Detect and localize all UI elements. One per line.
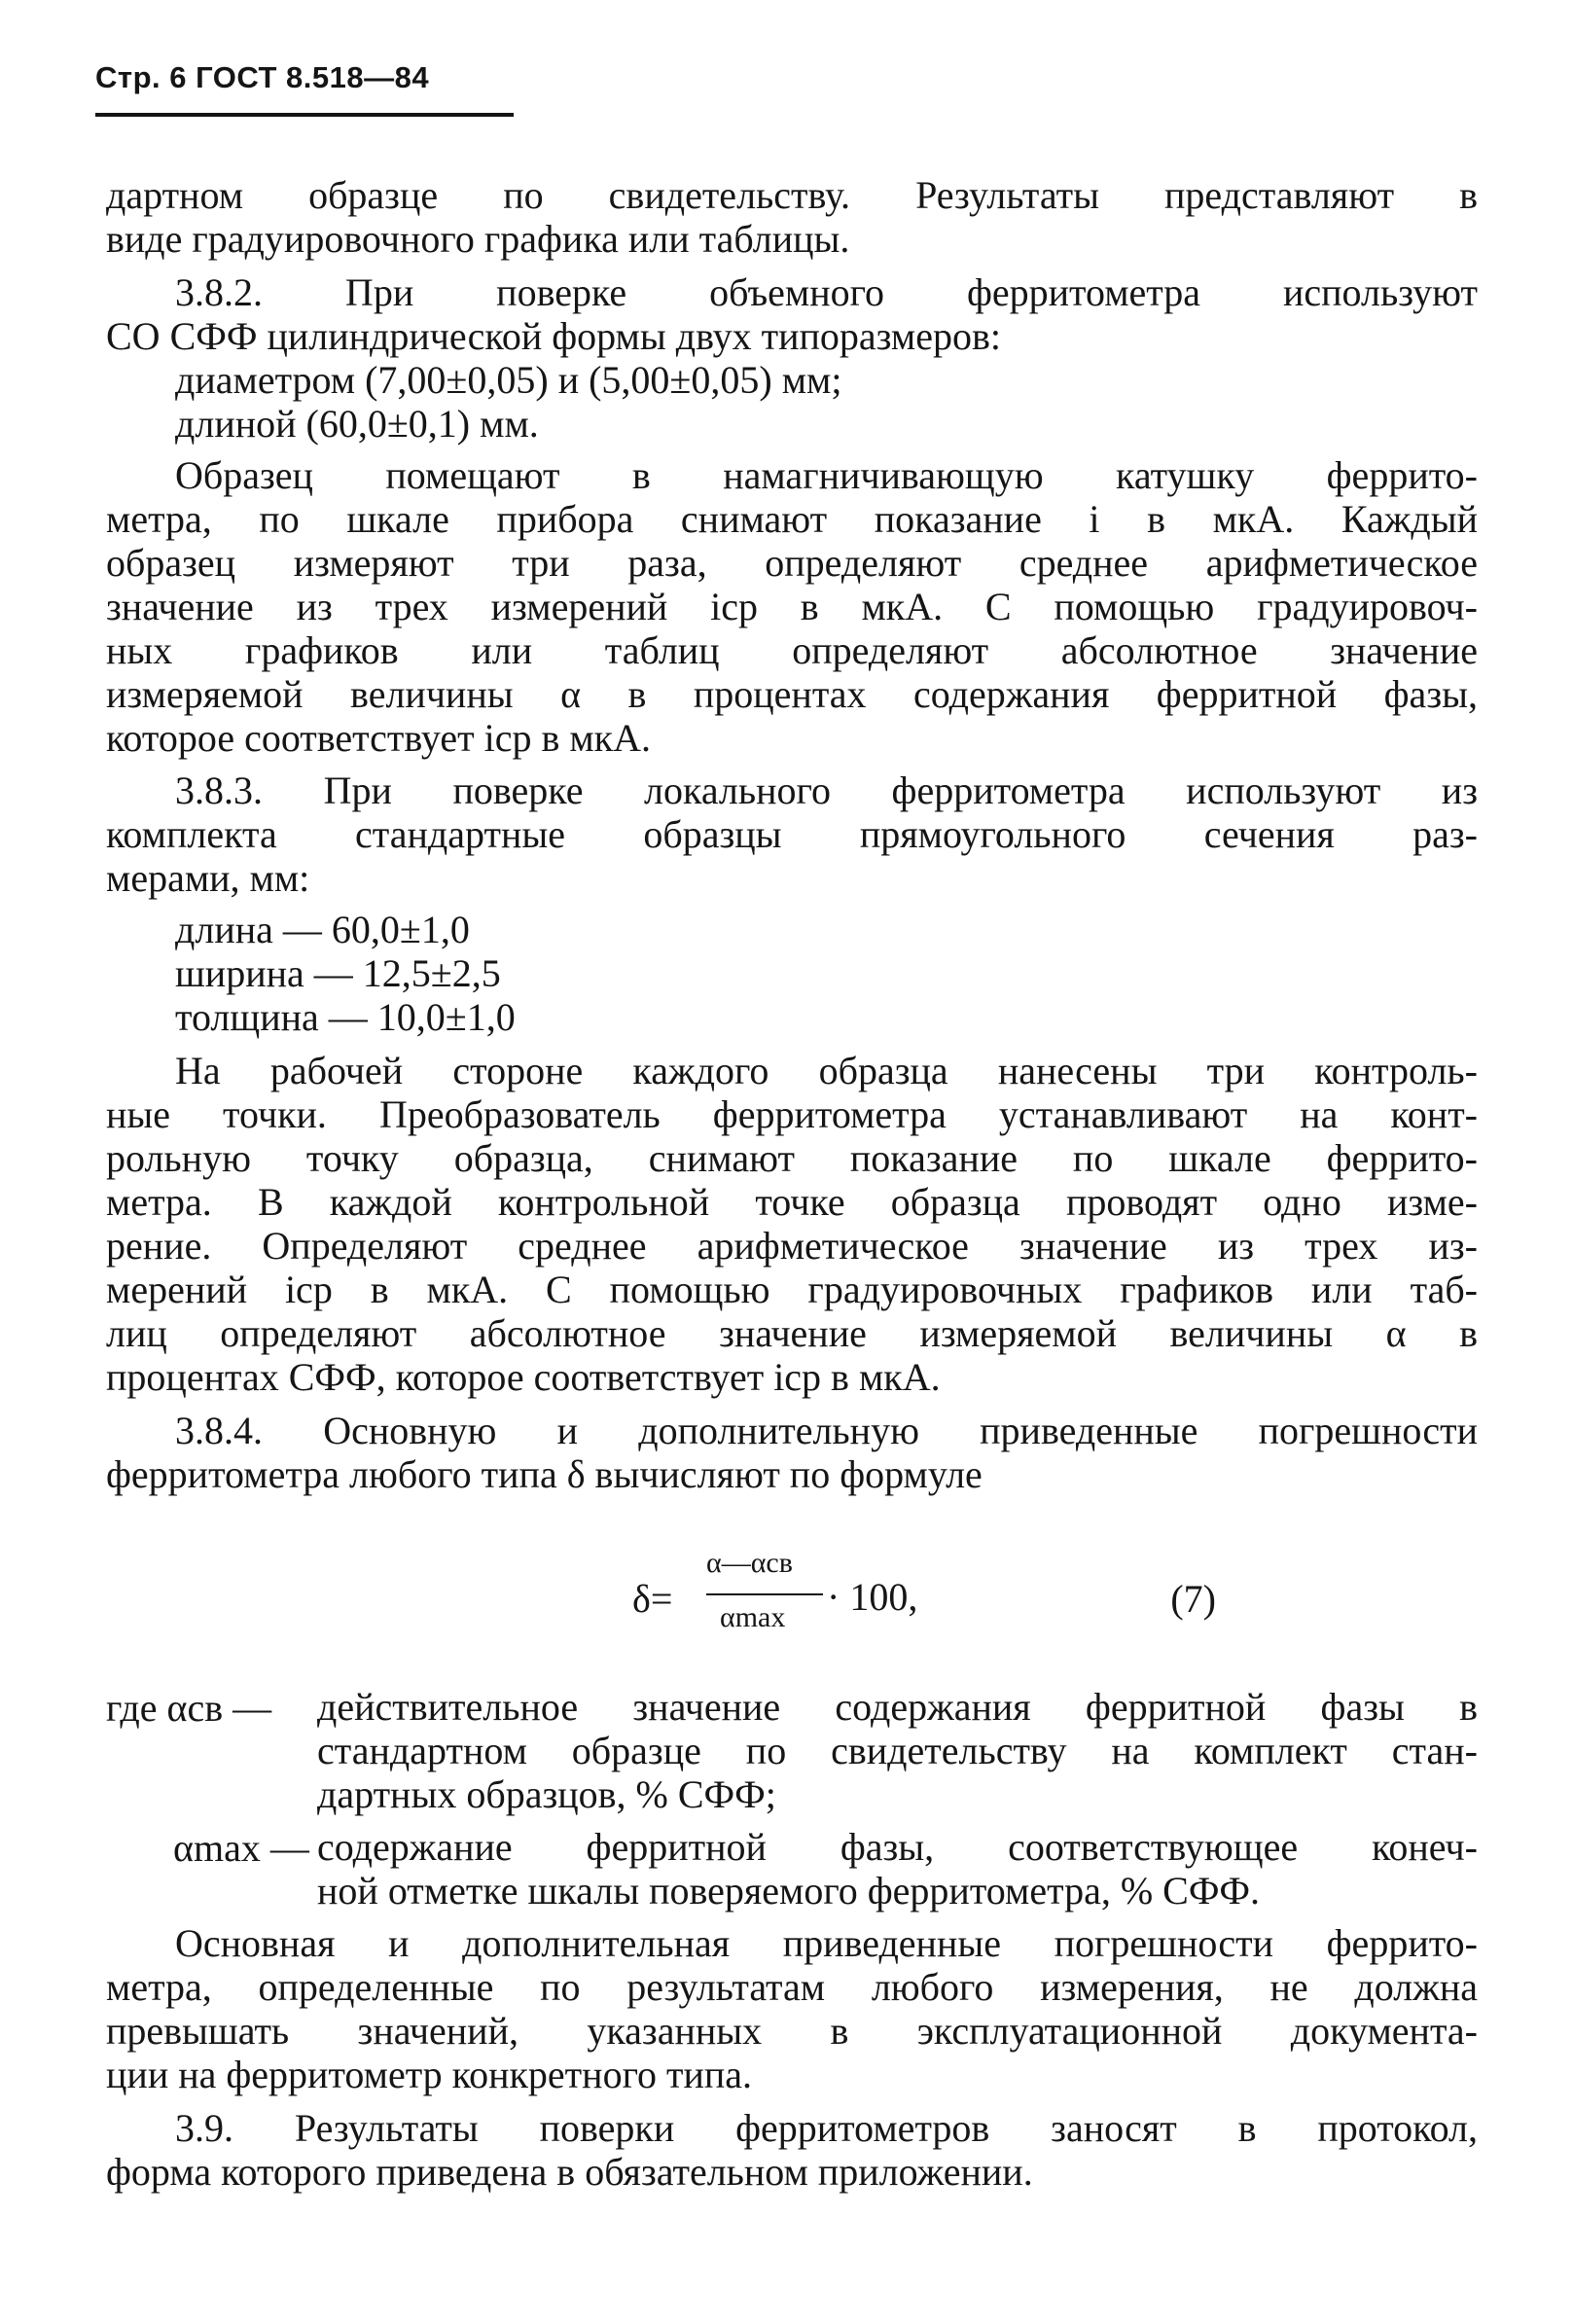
text-line: форма которого приведена в обязательном приложении. (106, 2150, 1033, 2194)
text-line: мерений iср в мкА. С помощью градуировочных графиков или таб- (106, 1268, 1478, 1311)
text-line: диаметром (7,00±0,05) и (5,00±0,05) мм; (175, 358, 842, 402)
text-line: ных графиков или таблиц определяют абсолютное значение (106, 628, 1478, 672)
fraction-bar (706, 1593, 823, 1595)
text-line: метра, по шкале прибора снимают показание i в мкА. Каждый (106, 497, 1478, 541)
text-line: длина — 60,0±1,0 (175, 908, 470, 951)
formula-numerator: α—αсв (706, 1547, 793, 1579)
text-line: Основная и дополнительная приведенные погрешности феррито- (175, 1921, 1478, 1965)
text-line: превышать значений, указанных в эксплуатационной документа- (106, 2009, 1478, 2053)
definition-line: стандартном образце по свидетельству на комплект стан- (317, 1729, 1478, 1772)
definition-line: дартных образцов, % СФФ; (317, 1772, 776, 1816)
text-line: толщина — 10,0±1,0 (175, 995, 516, 1039)
text-line: мерами, мм: (106, 856, 310, 900)
text-line: процентах СФФ, которое соответствует iср в мкА. (106, 1355, 941, 1399)
text-line: СО СФФ цилиндрической формы двух типоразмеров: (106, 314, 1001, 358)
text-line: ферритометра любого типа δ вычисляют по формуле (106, 1452, 983, 1496)
text-line: которое соответствует iср в мкА. (106, 716, 651, 760)
definition-line: действительное значение содержания ферритной фазы в (317, 1685, 1478, 1729)
text-line: виде градуировочного графика или таблицы. (106, 217, 850, 261)
text-line: метра. В каждой контрольной точке образца проводят одно изме- (106, 1180, 1478, 1224)
text-line: образец измеряют три раза, определяют среднее арифметическое (106, 541, 1478, 585)
text-line: На рабочей стороне каждого образца нанесены три контроль- (175, 1049, 1478, 1092)
text-line: дартном образце по свидетельству. Результаты представляют в (106, 173, 1478, 217)
definition-line: содержание ферритной фазы, соответствующее конеч- (317, 1825, 1478, 1869)
page-header: Стр. 6 ГОСТ 8.518—84 (95, 60, 430, 94)
header-rule (95, 113, 514, 117)
definition-line: ной отметке шкалы поверяемого ферритометра, % СФФ. (317, 1869, 1261, 1913)
text-line: ширина — 12,5±2,5 (175, 951, 501, 995)
text-line: лиц определяют абсолютное значение измеряемой величины α в (106, 1311, 1478, 1355)
text-line: ции на ферритометр конкретного типа. (106, 2053, 753, 2096)
definition-term: где αсв — (106, 1686, 272, 1730)
text-line: комплекта стандартные образцы прямоугольного сечения раз- (106, 812, 1478, 856)
text-line: 3.8.2. При поверке объемного ферритометра используют (175, 270, 1478, 314)
definition-term: αmax — (173, 1826, 309, 1870)
text-line: рение. Определяют среднее арифметическое значение из трех из- (106, 1224, 1478, 1268)
text-line: рольную точку образца, снимают показание по шкале феррито- (106, 1136, 1478, 1180)
text-line: метра, определенные по результатам любого измерения, не должна (106, 1965, 1478, 2009)
text-line: 3.8.4. Основную и дополнительную приведенные погрешности (175, 1409, 1478, 1452)
formula-number: (7) (1170, 1577, 1216, 1621)
formula-7 (632, 1547, 1216, 1663)
text-line: Образец помещают в намагничивающую катушку феррито- (175, 453, 1478, 497)
formula-lhs: δ= (632, 1577, 673, 1621)
formula-tail: · 100, (827, 1575, 918, 1619)
text-line: измеряемой величины α в процентах содержания ферритной фазы, (106, 672, 1478, 716)
text-line: длиной (60,0±0,1) мм. (175, 402, 539, 446)
text-line: 3.8.3. При поверке локального ферритометра используют из (175, 769, 1478, 812)
text-line: ные точки. Преобразователь ферритометра устанавливают на конт- (106, 1092, 1478, 1136)
text-line: 3.9. Результаты поверки ферритометров заносят в протокол, (175, 2106, 1478, 2150)
formula-denominator: αmax (720, 1601, 786, 1633)
text-line: значение из трех измерений iср в мкА. С помощью градуировоч- (106, 585, 1478, 628)
